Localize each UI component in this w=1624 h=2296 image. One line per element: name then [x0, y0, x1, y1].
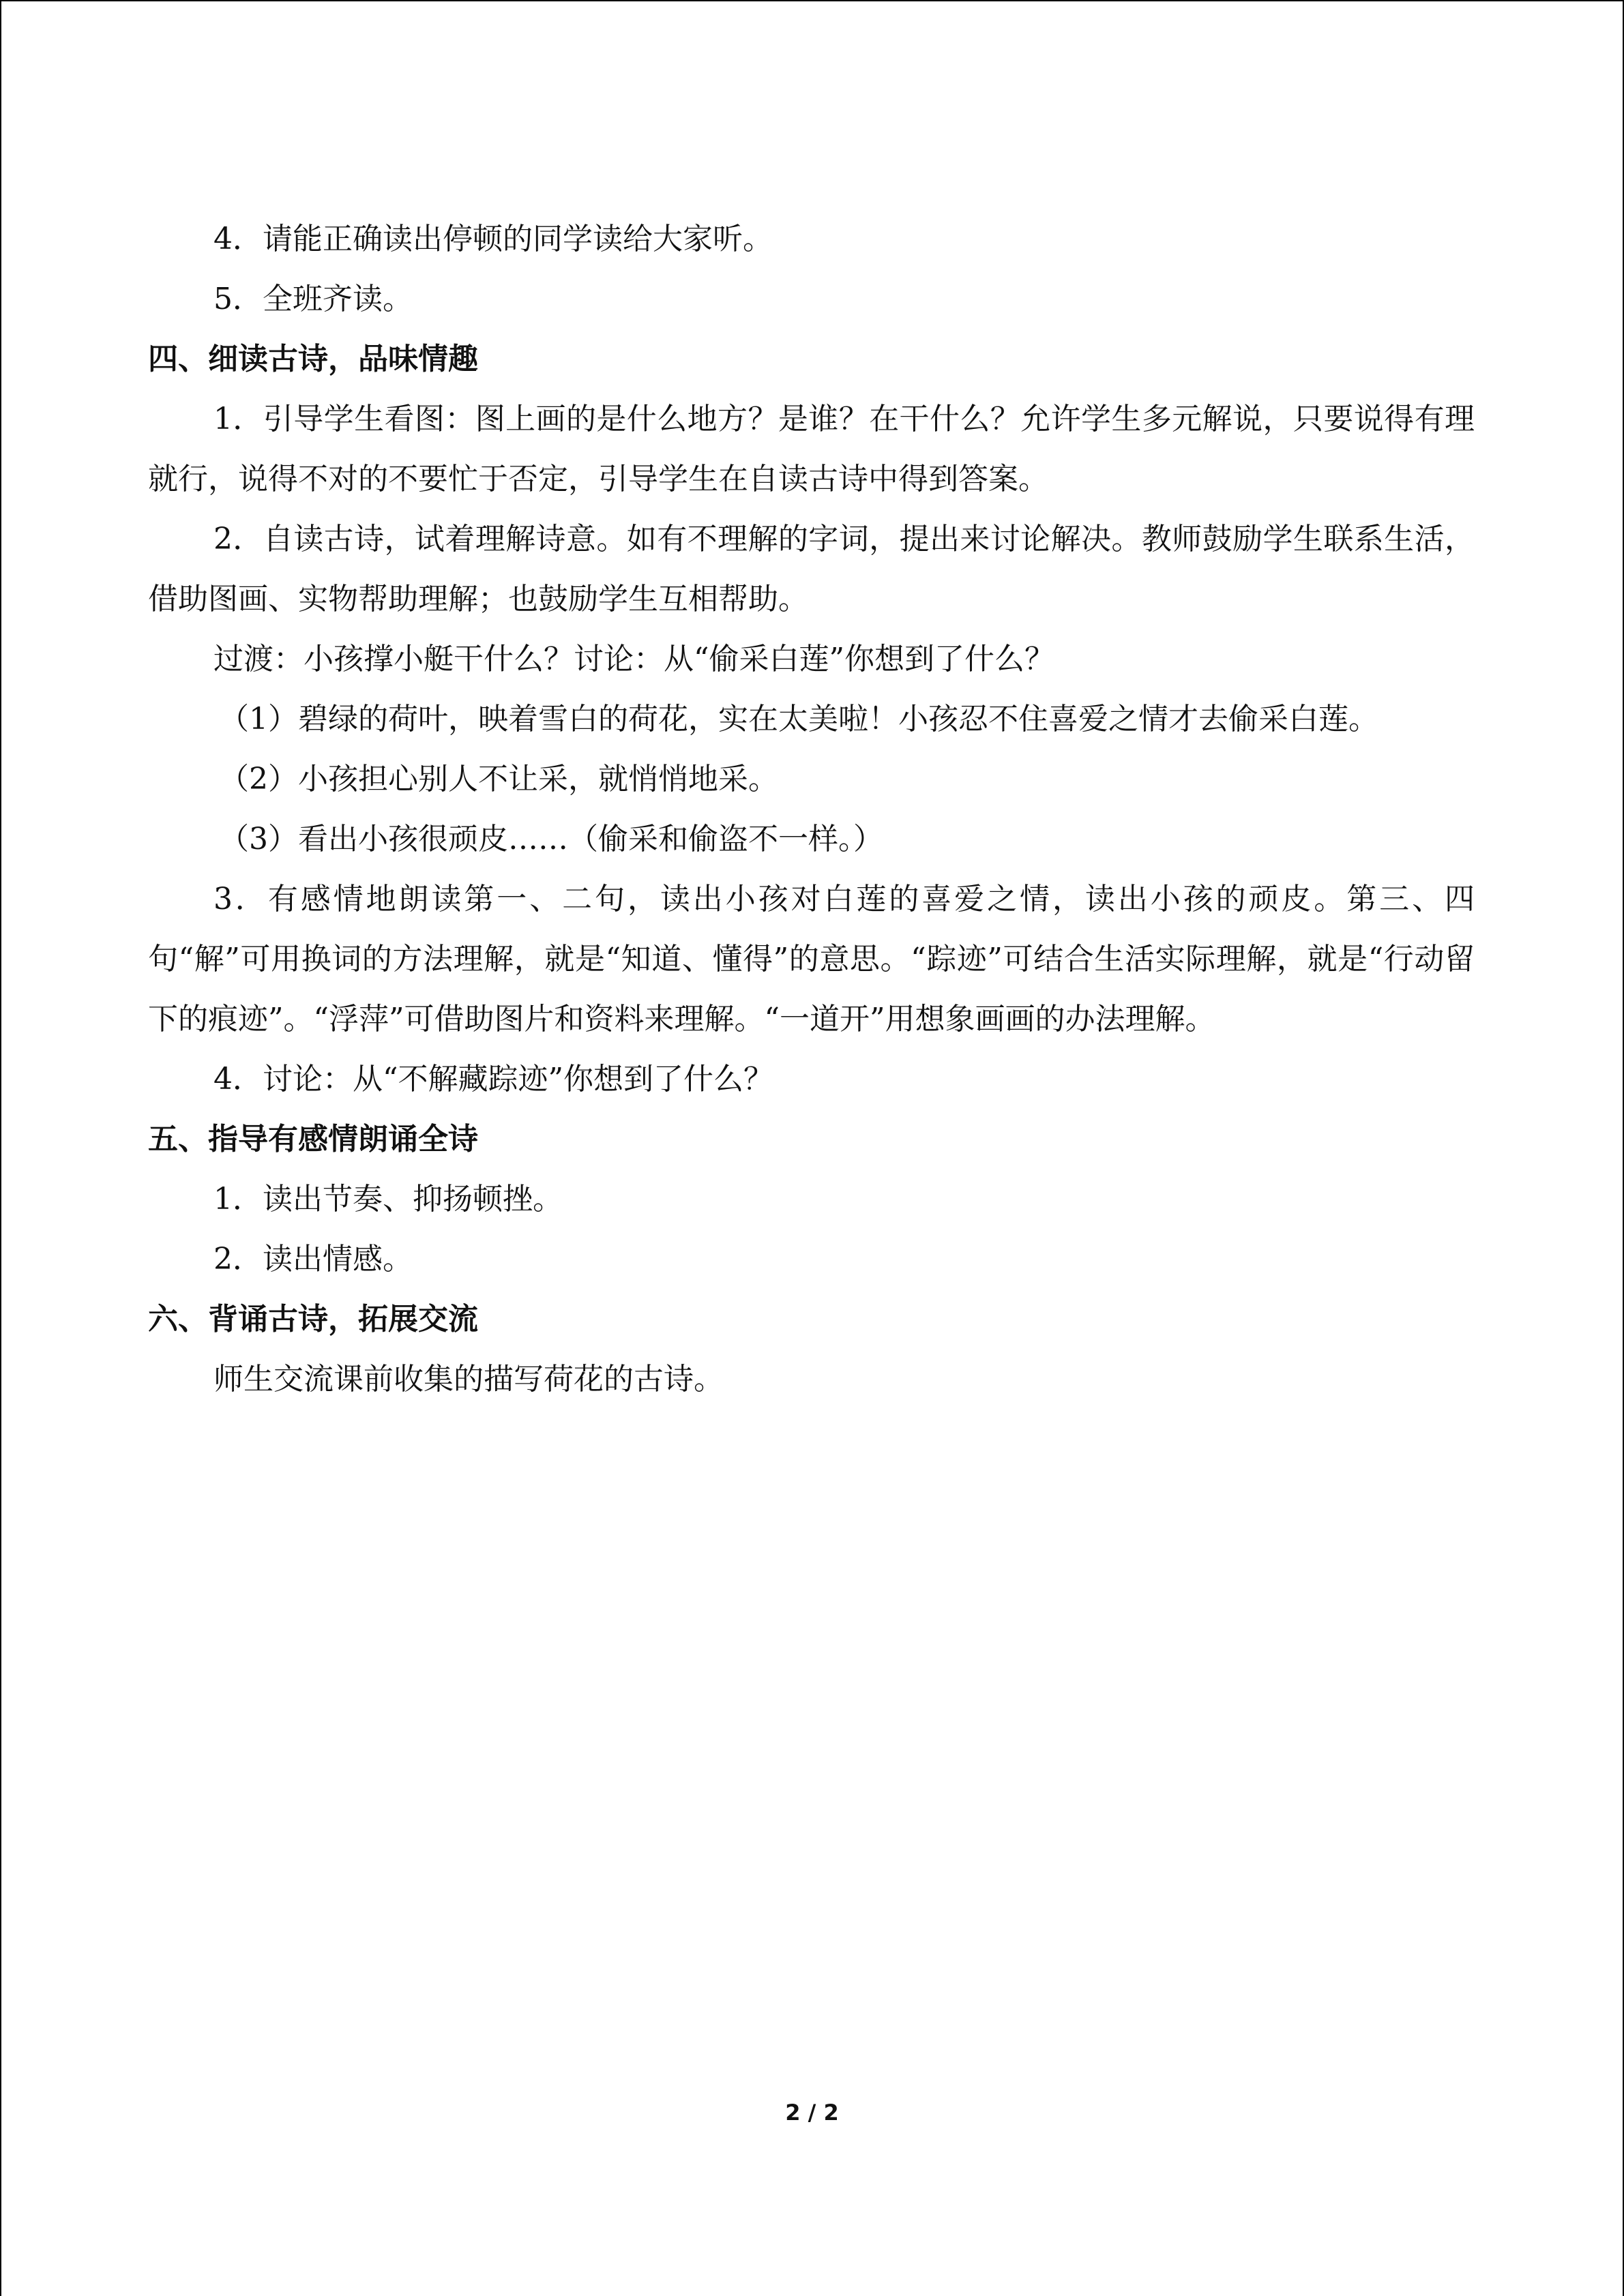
section-heading-4: 四、细读古诗，品味情趣: [148, 342, 478, 376]
section4-paragraph-4: 4．讨论：从“不解藏踪迹”你想到了什么？: [213, 1062, 773, 1097]
section-heading-6: 六、背诵古诗，拓展交流: [148, 1302, 478, 1337]
section4-note-1: （1）碧绿的荷叶，映着雪白的荷花，实在太美啦！小孩忍不住喜爱之情才去偷采白莲。: [219, 702, 1378, 736]
section4-paragraph-2: 2．自读古诗，试着理解诗意。如有不理解的字词，提出来讨论解决。教师鼓励学生联系生活，借助图画、实物帮助理解；也鼓励学生互相帮助。: [148, 522, 1475, 616]
section4-paragraph-1: 1．引导学生看图：图上画的是什么地方？是谁？在干什么？允许学生多元解说，只要说得有理就行，说得不对的不要忙于否定，引导学生在自读古诗中得到答案。: [148, 402, 1475, 496]
section4-transition: 过渡：小孩撑小艇干什么？讨论：从“偷采白莲”你想到了什么？: [213, 642, 1054, 676]
item-class-read: 5．全班齐读。: [213, 282, 413, 316]
section4-note-2: （2）小孩担心别人不让采，就悄悄地采。: [219, 762, 778, 796]
section5-paragraph-2: 2．读出情感。: [213, 1242, 413, 1277]
section4-paragraph-3: 3．有感情地朗读第一、二句，读出小孩对白莲的喜爱之情，读出小孩的顽皮。第三、四句“解”可用换词的方法理解，就是“知道、懂得”的意思。“踪迹”可结合生活实际理解，就是“行动留下的痕迹”。“浮萍”可借助图片和资料来理解。“一道开”用想象画画的办法理解。: [148, 882, 1475, 1037]
section4-note-3: （3）看出小孩很顽皮……（偷采和偷盗不一样。）: [219, 822, 883, 856]
section5-paragraph-1: 1．读出节奏、抑扬顿挫。: [213, 1182, 563, 1217]
page-number: 2 / 2: [785, 2100, 839, 2126]
section6-paragraph-1: 师生交流课前收集的描写荷花的古诗。: [213, 1362, 724, 1397]
item-read-pause: 4．请能正确读出停顿的同学读给大家听。: [213, 222, 773, 256]
section-heading-5: 五、指导有感情朗诵全诗: [148, 1122, 478, 1157]
document-body: [148, 209, 1475, 1410]
